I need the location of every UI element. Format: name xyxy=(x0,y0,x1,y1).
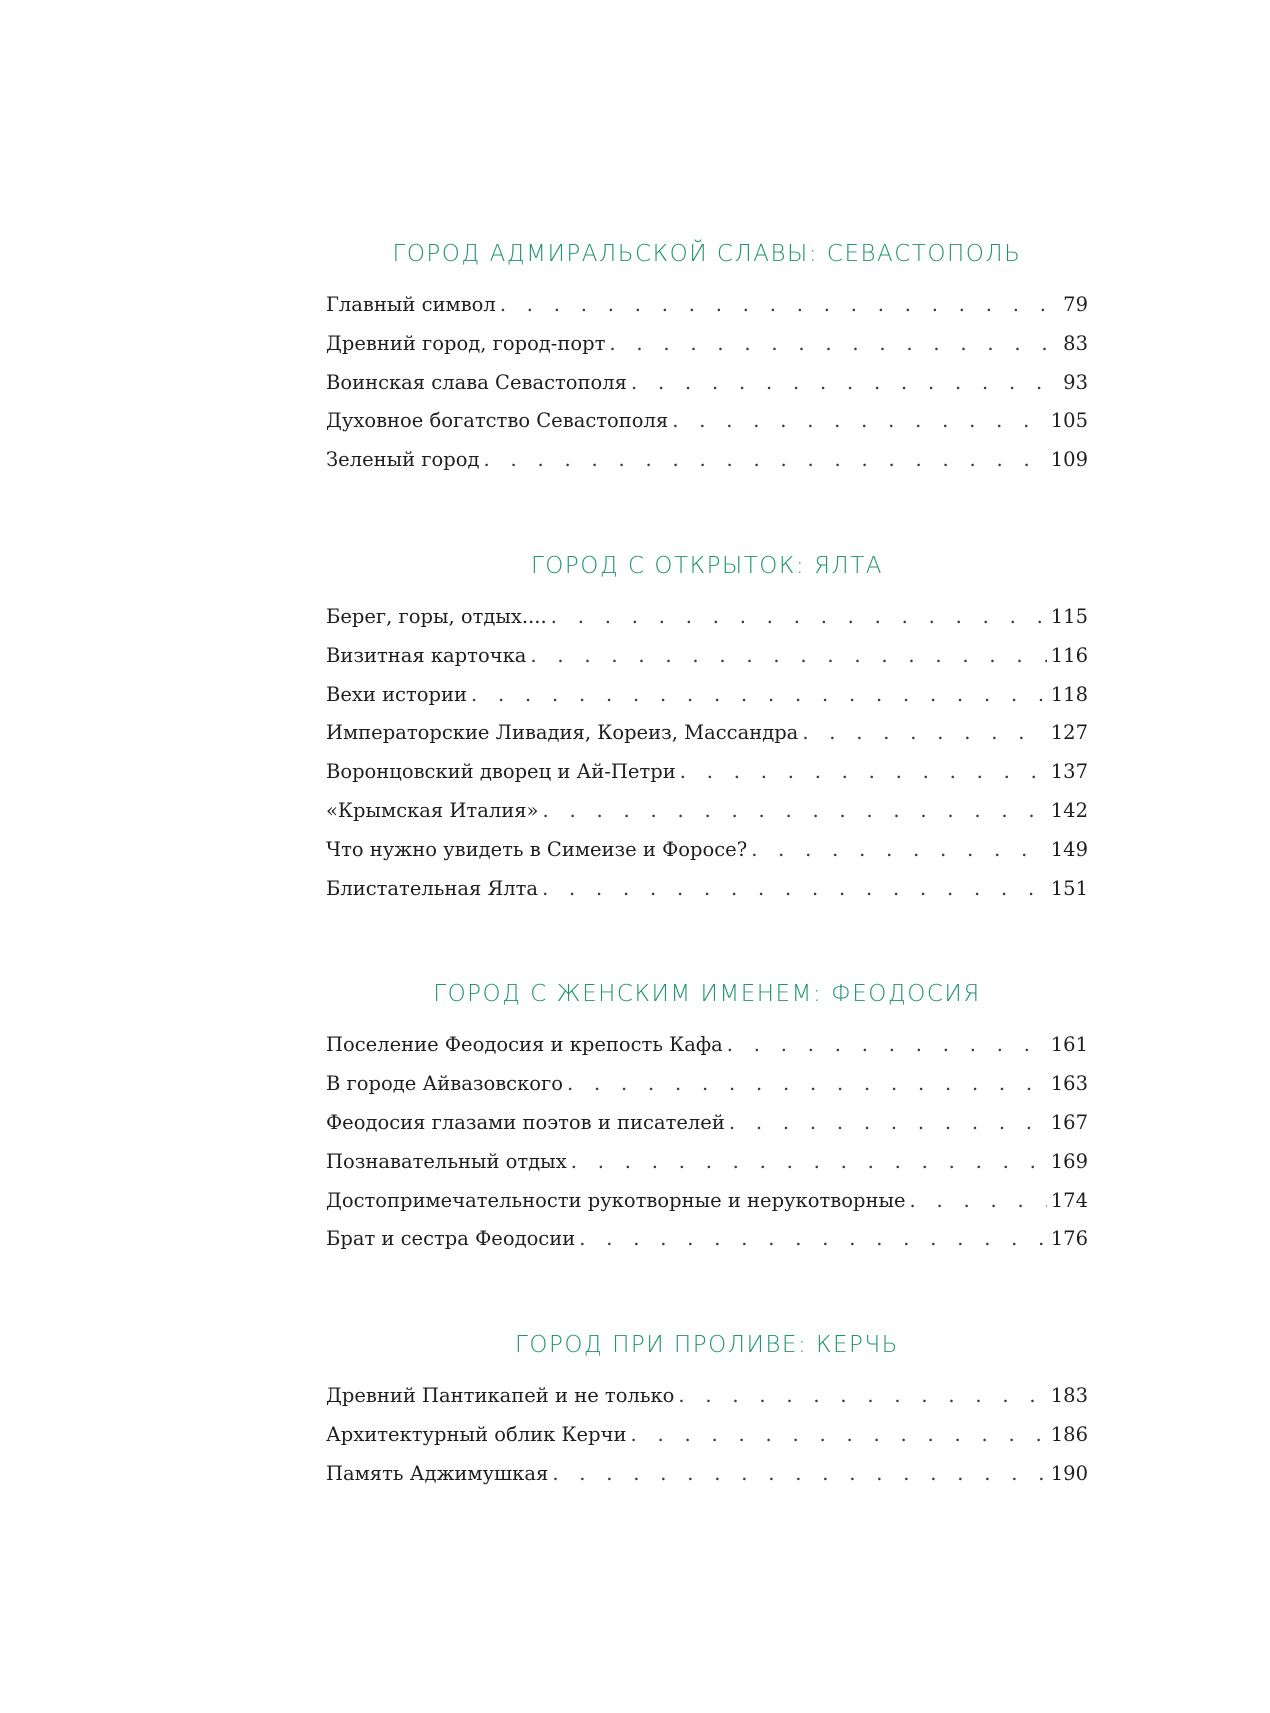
page-number: 167 xyxy=(1050,1110,1088,1134)
page-number: 190 xyxy=(1050,1461,1088,1485)
toc-entry[interactable] xyxy=(326,1026,1088,1065)
entry-title: Зеленый город xyxy=(326,448,480,472)
entry-title: Древний Пантикапей и не только xyxy=(326,1384,675,1408)
toc-entry[interactable] xyxy=(326,831,1088,870)
dot-leader xyxy=(471,676,1047,715)
entry-title: Визитная карточка xyxy=(326,643,527,667)
toc-entry[interactable] xyxy=(326,286,1088,325)
dot-leader xyxy=(802,714,1046,753)
section-title: ГОРОД ПРИ ПРОЛИВЕ: КЕРЧЬ xyxy=(515,1332,899,1359)
entry-title: Блистательная Ялта xyxy=(326,876,539,900)
page-number: 142 xyxy=(1050,798,1088,822)
page-number: 183 xyxy=(1050,1384,1088,1408)
dot-leader xyxy=(571,1143,1047,1182)
toc-entry[interactable] xyxy=(326,676,1088,715)
toc-entry[interactable] xyxy=(326,792,1088,831)
page-number: 127 xyxy=(1050,721,1088,745)
entry-title: Воинская слава Севастополя xyxy=(326,370,627,394)
toc-entry[interactable] xyxy=(326,637,1088,676)
page-number: 176 xyxy=(1050,1227,1088,1251)
entry-title: Архитектурный облик Керчи xyxy=(326,1422,627,1446)
entry-title: Берег, горы, отдых.... xyxy=(326,604,547,628)
entry-title: «Крымская Италия» xyxy=(326,798,539,822)
dot-leader xyxy=(910,1182,1047,1221)
toc-entry[interactable] xyxy=(326,714,1088,753)
toc-entry[interactable] xyxy=(326,1104,1088,1143)
entry-title: Поселение Феодосия и крепость Кафа xyxy=(326,1033,723,1057)
page-number: 83 xyxy=(1063,331,1088,355)
dot-leader xyxy=(530,637,1046,676)
toc-entry[interactable] xyxy=(326,1182,1088,1221)
dot-leader xyxy=(631,364,1050,403)
dot-leader xyxy=(552,1455,1046,1494)
toc-entry[interactable] xyxy=(326,1416,1088,1455)
entry-title: Главный символ xyxy=(326,293,496,316)
toc-entry[interactable] xyxy=(326,441,1088,480)
page-number: 137 xyxy=(1050,760,1088,784)
section-title: ГОРОД АДМИРАЛЬСКОЙ СЛАВЫ: СЕВАСТОПОЛЬ xyxy=(392,241,1022,267)
page-number: 115 xyxy=(1050,604,1088,628)
page-number: 151 xyxy=(1050,876,1088,900)
toc-entry[interactable] xyxy=(326,325,1088,364)
dot-leader xyxy=(680,753,1047,792)
toc-section-feodosia xyxy=(326,978,1088,1259)
section-title: ГОРОД С ЖЕНСКИМ ИМЕНЕМ: ФЕОДОСИЯ xyxy=(433,981,981,1008)
page-number: 174 xyxy=(1050,1188,1088,1212)
dot-leader xyxy=(678,1377,1046,1416)
entry-title: Брат и сестра Феодосии xyxy=(326,1227,576,1251)
entry-title: Духовное богатство Севастополя xyxy=(326,409,669,433)
section-title: ГОРОД С ОТКРЫТОК: ЯЛТА xyxy=(530,552,883,579)
page-number: 163 xyxy=(1050,1072,1088,1096)
dot-leader xyxy=(609,325,1050,364)
dot-leader xyxy=(579,1220,1047,1259)
entry-title: Память Аджимушкая xyxy=(326,1461,549,1485)
toc-entry[interactable] xyxy=(326,1220,1088,1259)
toc-entry[interactable] xyxy=(326,1143,1088,1182)
entry-title: Что нужно увидеть в Симеизе и Форосе? xyxy=(326,837,748,861)
dot-leader xyxy=(729,1104,1047,1143)
toc-entry[interactable] xyxy=(326,1065,1088,1104)
page-number: 79 xyxy=(1063,293,1088,316)
toc-entry[interactable] xyxy=(326,1377,1088,1416)
toc-entry[interactable] xyxy=(326,753,1088,792)
dot-leader xyxy=(672,402,1047,441)
page-number: 149 xyxy=(1050,837,1088,861)
page-number: 118 xyxy=(1050,682,1088,706)
page-number: 161 xyxy=(1050,1033,1088,1057)
page-number: 116 xyxy=(1050,643,1088,667)
toc-entry[interactable] xyxy=(326,402,1088,441)
dot-leader xyxy=(551,598,1047,637)
table-of-contents xyxy=(326,238,1088,1564)
toc-entry[interactable] xyxy=(326,364,1088,403)
dot-leader xyxy=(500,286,1050,325)
dot-leader xyxy=(567,1065,1047,1104)
dot-leader xyxy=(542,870,1047,909)
entry-title: Достопримечательности рукотворные и нерукотворные xyxy=(326,1188,906,1212)
dot-leader xyxy=(630,1416,1046,1455)
toc-section-yalta xyxy=(326,550,1088,908)
toc-section-sevastopol xyxy=(326,238,1088,480)
toc-section-kerch xyxy=(326,1329,1088,1493)
toc-entry[interactable] xyxy=(326,1455,1088,1494)
entry-title: Императорские Ливадия, Кореиз, Массандра xyxy=(326,721,799,745)
page-number: 169 xyxy=(1050,1149,1088,1173)
dot-leader xyxy=(484,441,1047,480)
page-number: 105 xyxy=(1050,409,1088,433)
entry-title: Познавательный отдых xyxy=(326,1149,567,1173)
dot-leader xyxy=(727,1026,1047,1065)
entry-title: Древний город, город-порт xyxy=(326,331,606,355)
page-number: 186 xyxy=(1050,1422,1088,1446)
toc-entry[interactable] xyxy=(326,598,1088,637)
dot-leader xyxy=(542,792,1046,831)
page-number: 109 xyxy=(1050,448,1088,472)
dot-leader xyxy=(751,831,1047,870)
entry-title: Феодосия глазами поэтов и писателей xyxy=(326,1110,725,1134)
page-number: 93 xyxy=(1063,370,1088,394)
entry-title: Вехи истории xyxy=(326,682,467,706)
entry-title: Воронцовский дворец и Ай-Петри xyxy=(326,760,676,784)
toc-entry[interactable] xyxy=(326,870,1088,909)
entry-title: В городе Айвазовского xyxy=(326,1072,563,1096)
